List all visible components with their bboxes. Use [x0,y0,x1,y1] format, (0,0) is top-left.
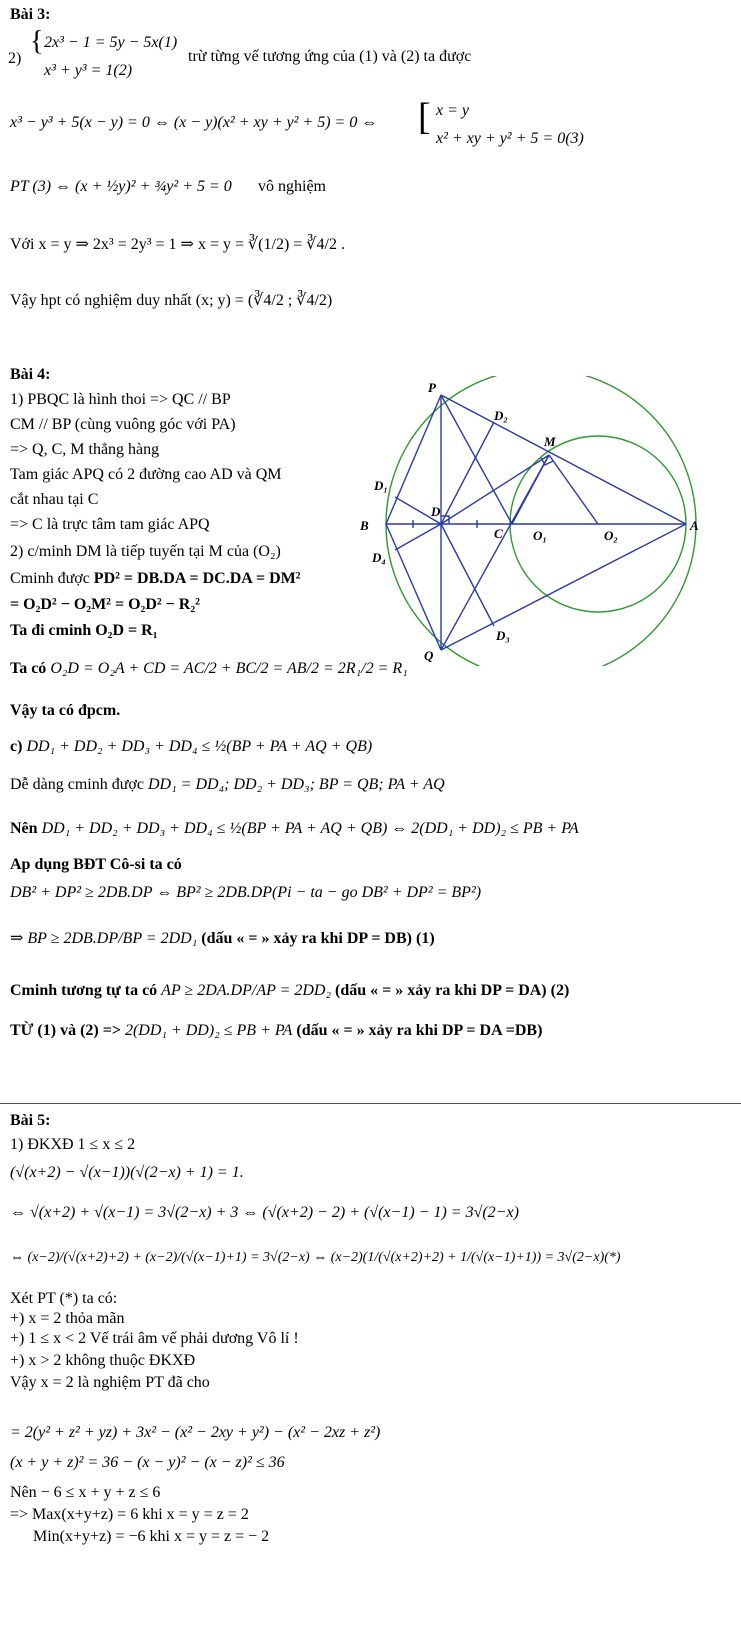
case-1: x = y [436,102,469,119]
label-d2: D₂ [494,408,508,423]
bai5-line-11: (x + y + z)² = 36 − (x − y)² − (x − z)² ≤ 36 [10,1454,285,1471]
bai4-line-20-prefix: TỪ (1) và (2) => [10,1022,121,1039]
bai4-line-20 [10,1022,542,1040]
system-eq1: 2x³ − 1 = 5y − 5x(1) [44,34,178,51]
bai4-line-8-formula: PD² = DB.DA = DC.DA = DM² [93,570,301,587]
bai3-heading: Bài 3: [10,6,51,23]
bai4-line-17: DB² + DP² ≥ 2DB.DP ⇔ BP² ≥ 2DB.DP(Pi − ta − go DB² + DP² = BP²) [10,884,482,901]
case-2: x² + xy + y² + 5 = 0(3) [436,130,584,147]
bai5-line-9: Vậy x = 2 là nghiệm PT đã cho [10,1374,210,1391]
bai5-line-1: 1) ĐKXĐ 1 ≤ x ≤ 2 [10,1136,136,1153]
bai4-line-16: Ap dụng BĐT Cô-si ta có [10,856,182,873]
bai3-conclusion: Vậy hpt có nghiệm duy nhất (x; y) = (∛4/2 ; ∛4/2) [10,292,333,309]
bai4-line-14 [10,776,445,794]
segment-pa [441,395,686,524]
bai4-line-7: 2) c/minh DM là tiếp tuyến tại M của (O₂) [10,543,281,560]
label-o1: O₁ [533,528,547,543]
bai5-line-14: Min(x+y+z) = −6 khi x = y = z = − 2 [33,1528,270,1545]
label-p: P [428,380,436,395]
bai4-line-8 [10,570,301,588]
label-d4: D₄ [372,550,386,565]
system-label: 2) [8,50,22,67]
bai4-line-18-formula: ⇒ BP ≥ 2DB.DP/BP = 2DD₁ [10,930,198,947]
circle-o1 [386,376,696,666]
label-c: C [494,526,503,541]
bai4-line-11-prefix: Ta có [10,660,47,677]
bai4-line-10: Ta đi cminh O₂D = R₁ [10,622,158,639]
bai5-line-4: ⇔ (x−2)/(√(x+2)+2) + (x−2)/(√(x−1)+1) = 3√(2−x) ⇔ (x−2)(1/(√(x+2)+2) + 1/(√(x−1)+1)) = 3√(2−x)(*) [10,1250,621,1265]
bai4-line-19 [10,982,569,1000]
bai4-line-3: => Q, C, M thẳng hàng [10,441,160,458]
bai4-line-20-formula: 2(DD₁ + DD)₂ ≤ PB + PA [124,1022,293,1039]
bai4-line-9: = O₂D² − O₂M² = O₂D² − R₂² [10,596,200,613]
bai4-line-2: CM // BP (cùng vuông góc với PA) [10,416,236,433]
bai4-line-13 [10,738,372,756]
with-x-equals-y: Với x = y ⇒ 2x³ = 2y³ = 1 ⇒ x = y = ∛(1/2) = ∛4/2 . [10,236,345,253]
section-divider [0,1103,741,1104]
bai4-line-5: cắt nhau tại C [10,491,99,508]
label-m: M [544,434,556,449]
bai4-line-13-formula: DD₁ + DD₂ + DD₃ + DD₄ ≤ ½(BP + PA + AQ + QB) [26,738,373,755]
segment-dm [441,455,549,524]
bai4-line-4: Tam giác APQ có 2 đường cao AD và QM [10,466,282,483]
label-a: A [690,518,699,533]
bai4-line-14-formula: DD₁ = DD₄; DD₂ + DD₃; BP = QB; PA + AQ [147,776,445,793]
bai4-line-15 [10,820,579,838]
bai4-line-19-formula: AP ≥ 2DA.DP/AP = 2DD₂ [161,982,332,999]
segment-dd4 [395,524,441,550]
bai5-line-6: +) x = 2 thỏa mãn [10,1310,125,1327]
bai5-line-12: Nên − 6 ≤ x + y + z ≤ 6 [10,1484,161,1501]
geometry-figure [356,376,706,666]
bai5-line-5: Xét PT (*) ta có: [10,1290,118,1307]
bai5-line-13: => Max(x+y+z) = 6 khi x = y = z = 2 [10,1506,249,1523]
segment-qb [386,524,441,650]
label-q: Q [424,648,434,663]
bai5-line-10: = 2(y² + z² + yz) + 3x² − (x² − 2xy + y²) − (x² − 2xz + z²) [10,1424,381,1441]
bai4-line-6: => C là trực tâm tam giác APQ [10,516,210,533]
factor-equation: x³ − y³ + 5(x − y) = 0 ⇔ (x − y)(x² + xy + y² + 5) = 0 ⇔ [10,114,378,131]
subtract-note: trừ từng vế tương ứng của (1) và (2) ta được [188,48,472,65]
bai5-line-3: ⇔ √(x+2) + √(x−1) = 3√(2−x) + 3 ⇔ (√(x+2) − 2) + (√(x−1) − 1) = 3√(2−x) [10,1204,519,1221]
system-brace: { [30,26,44,57]
segment-qa [441,524,686,650]
label-o2: O₂ [604,528,618,543]
label-d3: D₃ [496,628,510,643]
bai4-line-19-note: (dấu « = » xảy ra khi DP = DA) (2) [335,982,570,999]
bai4-line-15-formula: DD₁ + DD₂ + DD₃ + DD₄ ≤ ½(BP + PA + AQ + QB) ⇔ 2(DD₁ + DD)₂ ≤ PB + PA [41,820,579,837]
bai4-line-1: 1) PBQC là hình thoi => QC // BP [10,391,231,408]
segment-dd3 [441,524,494,626]
bai4-line-12: Vậy ta có đpcm. [10,702,121,719]
bai5-heading: Bài 5: [10,1112,51,1129]
bai4-line-20-note: (dấu « = » xảy ra khi DP = DA =DB) [296,1022,543,1039]
bai4-heading: Bài 4: [10,366,51,383]
bai4-line-11 [10,660,408,678]
bai4-line-15-prefix: Nên [10,820,38,837]
bai4-line-19-prefix: Cminh tương tự ta có [10,982,158,999]
segment-dd2 [441,422,494,524]
case-bracket: [ [418,96,431,138]
bai5-line-2: (√(x+2) − √(x−1))(√(2−x) + 1) = 1. [10,1164,244,1181]
pt3-note: vô nghiệm [258,178,326,195]
bai4-line-18-note: (dấu « = » xảy ra khi DP = DB) (1) [201,930,435,947]
label-b: B [360,518,369,533]
bai5-line-7: +) 1 ≤ x < 2 Vế trái âm vế phải dương Vô lí ! [10,1330,299,1347]
label-d: D [431,504,441,519]
bai4-line-11-formula: O₂D = O₂A + CD = AC/2 + BC/2 = AB/2 = 2R₁/2 = R₁ [50,660,408,677]
pt3-equation: PT (3) ⇔ (x + ½y)² + ¾y² + 5 = 0 [10,178,232,195]
label-d1: D₁ [374,478,388,493]
bai4-line-14-prefix: Dễ dàng cminh được [10,776,144,793]
bai4-line-18 [10,930,435,948]
bai5-line-8: +) x > 2 không thuộc ĐKXĐ [10,1352,196,1369]
system-eq2: x³ + y³ = 1(2) [44,62,133,79]
bai4-line-8-prefix: Cminh được [10,570,94,587]
bai4-line-13-prefix: c) [10,738,23,755]
